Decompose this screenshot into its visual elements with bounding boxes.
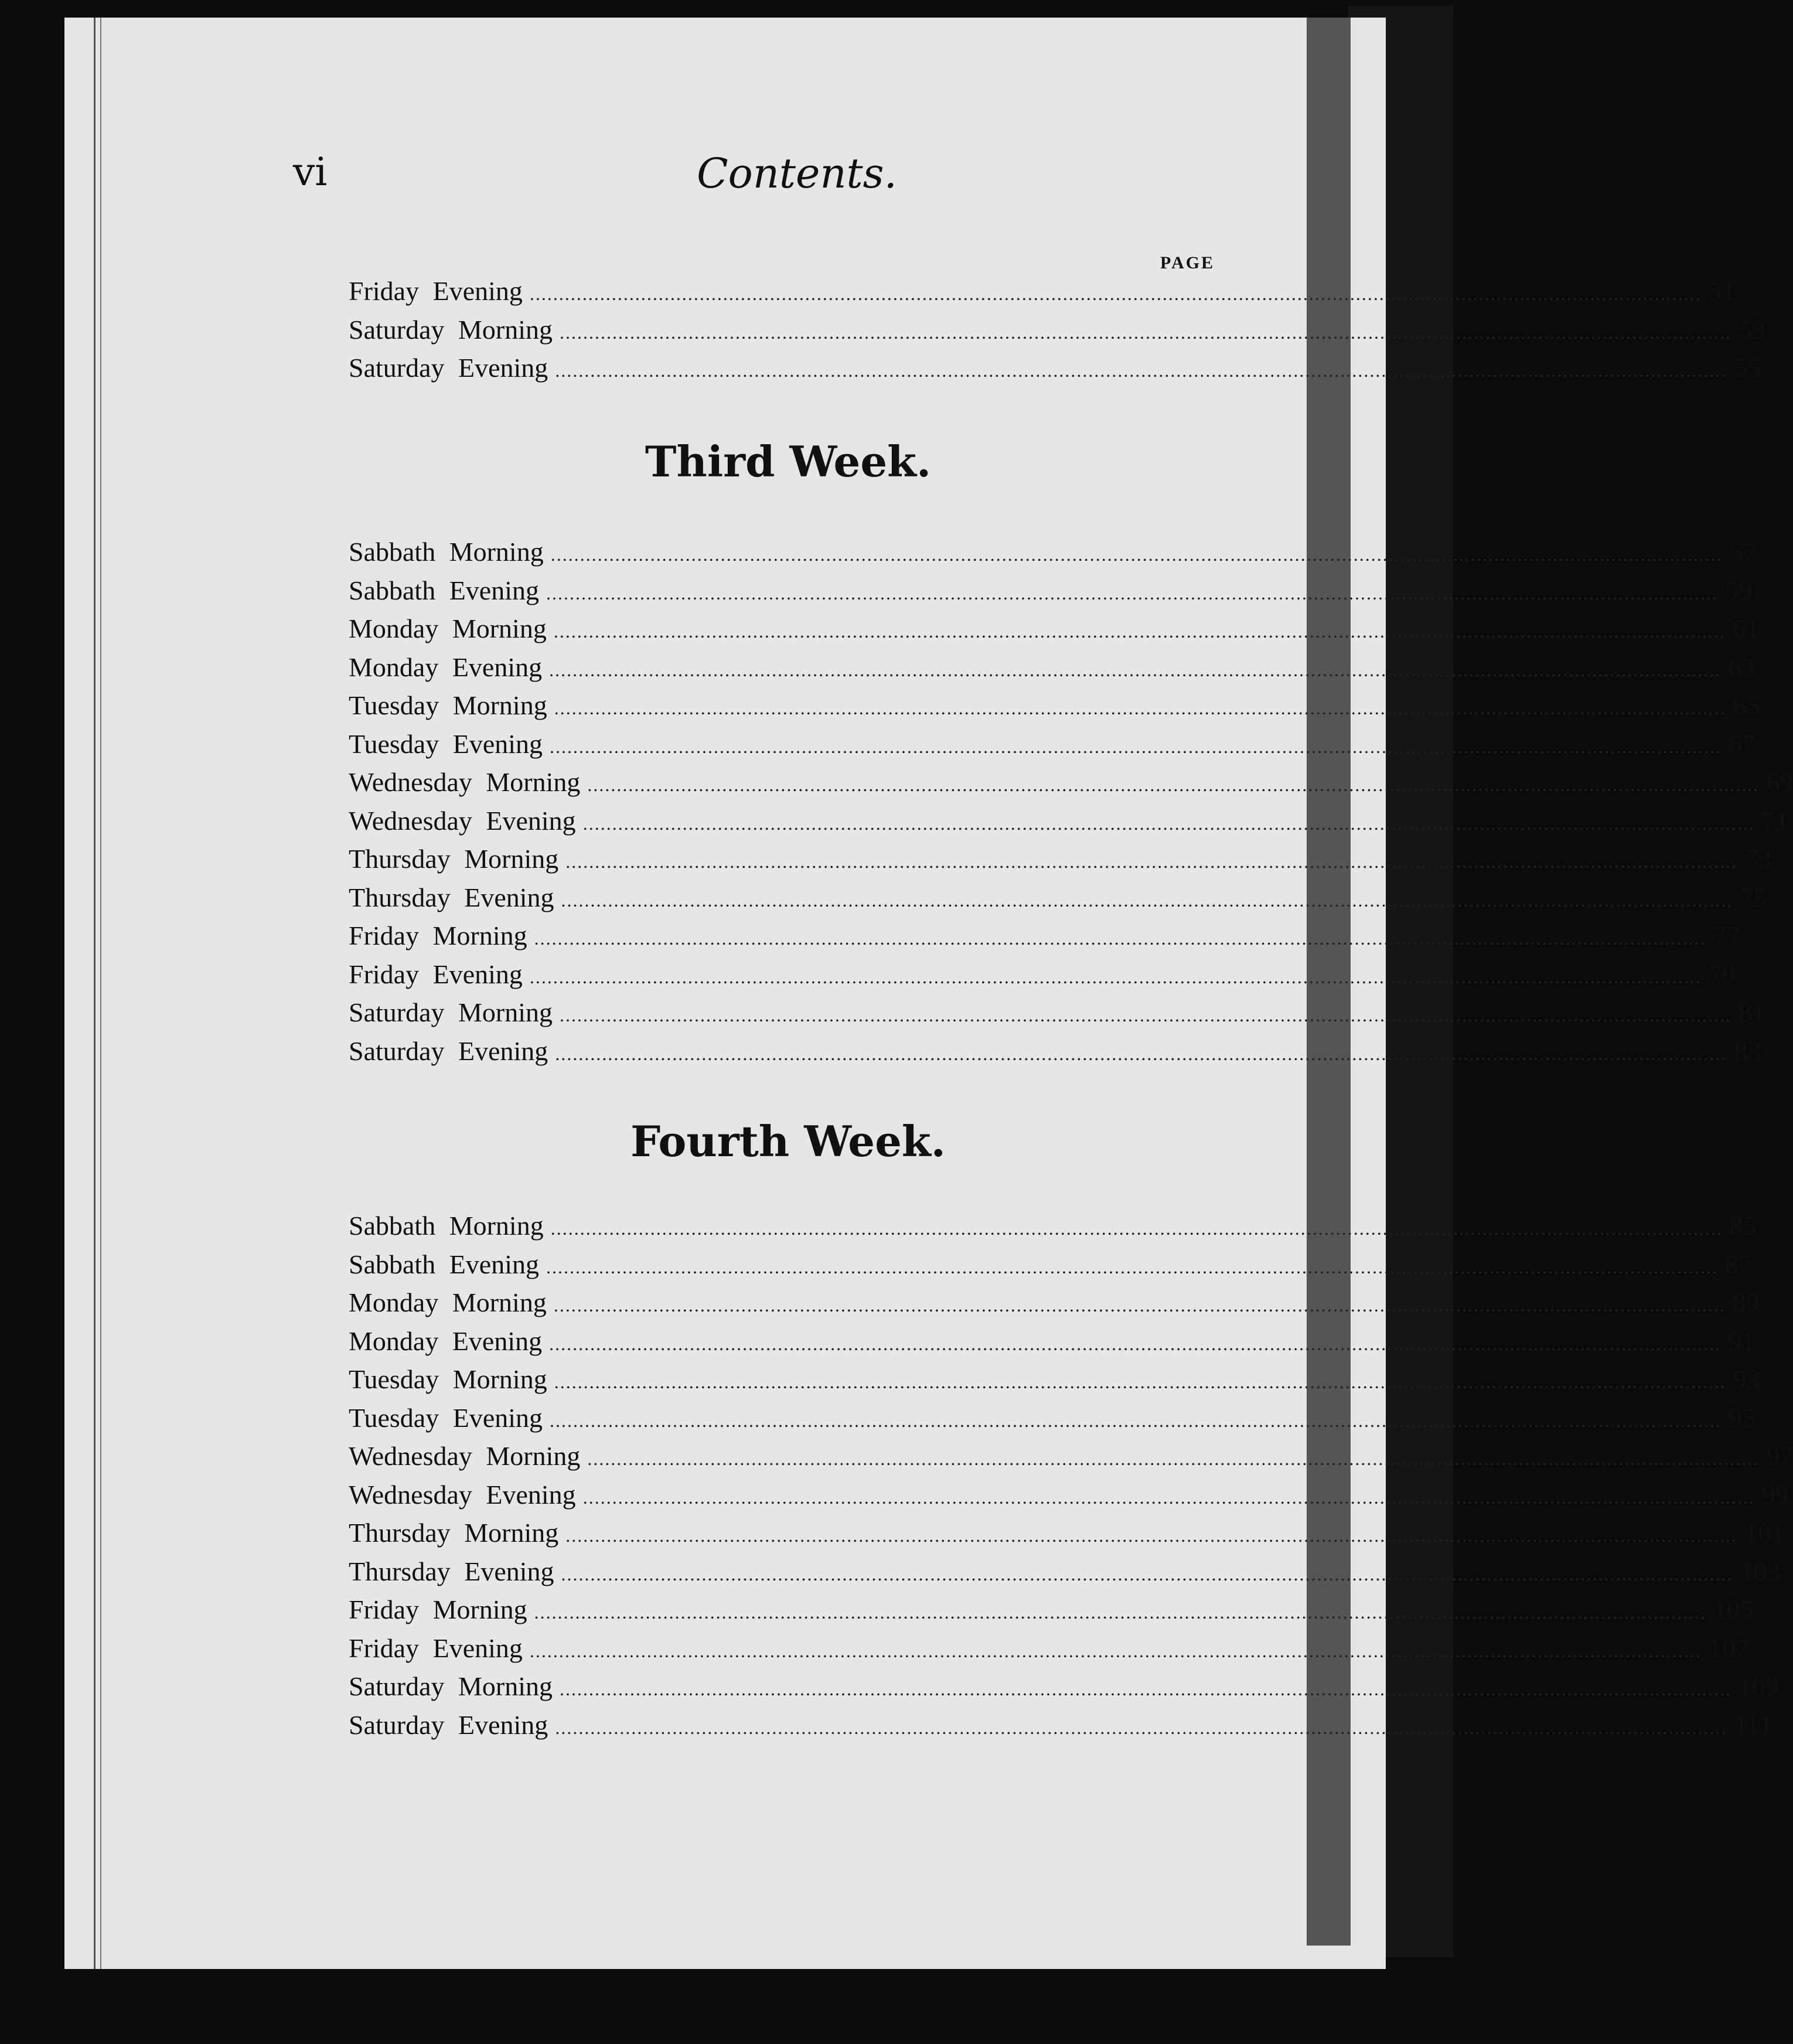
- toc-entry-page-number: 81: [1739, 997, 1766, 1027]
- toc-entry-page-number: 95: [1729, 1402, 1756, 1433]
- dot-leader: ........................................................................................................................................................................................................: [554, 697, 1726, 718]
- toc-entry: [349, 1035, 1761, 1074]
- dot-leader: ........................................................................................................................................................................................................: [561, 1563, 1733, 1585]
- toc-entry-label: Friday Evening: [349, 959, 523, 989]
- page-column-label: PAGE: [1160, 253, 1215, 272]
- toc-entry-page-number: 103: [1740, 1556, 1781, 1586]
- dot-leader: ........................................................................................................................................................................................................: [555, 360, 1727, 381]
- toc-entry-label: Thursday Evening: [349, 882, 554, 912]
- toc-entry: [349, 1210, 1757, 1249]
- toc-entry-page-number: 105: [1713, 1595, 1754, 1624]
- folio-number: vi: [293, 149, 328, 195]
- toc-entry-label: Saturday Morning: [349, 1671, 553, 1701]
- toc-entry-page-number: 63: [1728, 652, 1755, 682]
- toc-entry-page-number: 97: [1766, 1441, 1793, 1471]
- toc-entry: [349, 1364, 1760, 1402]
- toc-entry: [349, 728, 1756, 767]
- toc-entry: [349, 613, 1760, 652]
- toc-entry-page-number: 71: [1761, 805, 1789, 836]
- toc-entry-label: Tuesday Morning: [349, 1364, 547, 1394]
- third-week-heading: Third Week.: [645, 437, 932, 486]
- toc-entry-label: Tuesday Morning: [349, 690, 547, 720]
- toc-entry-label: Sabbath Evening: [349, 1249, 539, 1279]
- toc-entry-label: Sabbath Evening: [349, 575, 539, 605]
- toc-entry-page-number: 107: [1708, 1633, 1749, 1663]
- toc-entry-page-number: 89: [1732, 1287, 1760, 1317]
- dot-leader: ........................................................................................................................................................................................................: [555, 1716, 1727, 1738]
- dot-leader: ........................................................................................................................................................................................................: [550, 544, 1723, 565]
- dot-leader: ........................................................................................................................................................................................................: [587, 774, 1760, 795]
- dot-leader: ........................................................................................................................................................................................................: [546, 1256, 1718, 1278]
- toc-entry-label: Saturday Morning: [349, 314, 553, 345]
- toc-entry-page-number: 75: [1740, 882, 1767, 912]
- dot-leader: ........................................................................................................................................................................................................: [546, 582, 1718, 604]
- toc-entry-label: Saturday Evening: [349, 353, 548, 383]
- toc-entry: [349, 1556, 1781, 1595]
- dot-leader: ........................................................................................................................................................................................................: [582, 1486, 1755, 1508]
- toc-entry-label: Thursday Evening: [349, 1556, 554, 1586]
- toc-entry: [349, 997, 1766, 1035]
- toc-entry: [349, 920, 1740, 959]
- toc-entry-label: Monday Morning: [349, 1287, 547, 1317]
- toc-entry-page-number: 99: [1761, 1479, 1789, 1510]
- toc-entry: [349, 314, 1766, 353]
- toc-entry: [349, 959, 1736, 997]
- toc-entry-page-number: 55: [1734, 353, 1761, 383]
- toc-entry-page-number: 79: [1708, 959, 1736, 989]
- toc-entry-label: Wednesday Evening: [349, 805, 576, 836]
- toc-entry-label: Saturday Evening: [349, 1709, 548, 1740]
- toc-entry-label: Saturday Evening: [349, 1035, 548, 1066]
- toc-entry-label: Wednesday Evening: [349, 1479, 576, 1510]
- toc-entry-page-number: 87: [1725, 1249, 1752, 1279]
- toc-entry: [349, 275, 1736, 314]
- toc-entry-label: Sabbath Morning: [349, 537, 544, 567]
- toc-entry-label: Thursday Morning: [349, 844, 559, 874]
- toc-entry-label: Wednesday Morning: [349, 1441, 581, 1471]
- toc-entry: [349, 652, 1755, 690]
- toc-entry: [349, 1440, 1793, 1479]
- toc-entry-label: Friday Morning: [349, 921, 527, 951]
- dot-leader: ........................................................................................................................................................................................................: [549, 1333, 1722, 1354]
- toc-entry: [349, 690, 1760, 728]
- dot-leader: ........................................................................................................................................................................................................: [555, 1043, 1727, 1064]
- toc-entry: [349, 1633, 1749, 1671]
- toc-entry-label: Wednesday Morning: [349, 767, 581, 797]
- toc-entry-page-number: 59: [1725, 575, 1752, 605]
- toc-entry: [349, 1249, 1752, 1287]
- dot-leader: ........................................................................................................................................................................................................: [587, 1448, 1760, 1469]
- toc-entry: [349, 1671, 1780, 1709]
- toc-entry: [349, 1709, 1772, 1748]
- toc-entry-page-number: 93: [1733, 1364, 1760, 1394]
- toc-entry-label: Monday Evening: [349, 652, 543, 682]
- toc-entry-page-number: 53: [1739, 314, 1766, 345]
- toc-entry-page-number: 69: [1766, 767, 1793, 797]
- toc-entry-page-number: 111: [1734, 1709, 1772, 1740]
- dot-leader: ........................................................................................................................................................................................................: [550, 1218, 1723, 1239]
- dot-leader: ........................................................................................................................................................................................................: [553, 1294, 1726, 1316]
- toc-entry-label: Friday Morning: [349, 1595, 527, 1624]
- dot-leader: ........................................................................................................................................................................................................: [553, 621, 1726, 642]
- dot-leader: ........................................................................................................................................................................................................: [550, 1409, 1722, 1431]
- toc-entry-label: Friday Evening: [349, 1633, 523, 1663]
- page-header: [293, 149, 1254, 214]
- dot-leader: ........................................................................................................................................................................................................: [560, 321, 1732, 343]
- dot-leader: ........................................................................................................................................................................................................: [529, 283, 1702, 304]
- toc-entry: [349, 805, 1789, 844]
- toc-third-week-list: [349, 536, 1793, 1074]
- toc-entry: [349, 352, 1761, 391]
- toc-entry: [349, 1287, 1760, 1326]
- toc-entry: [349, 536, 1757, 575]
- dot-leader: ........................................................................................................................................................................................................: [565, 851, 1738, 872]
- toc-entry: [349, 843, 1772, 882]
- toc-entry-page-number: 85: [1729, 1211, 1757, 1241]
- toc-entry: [349, 1326, 1755, 1364]
- toc-entry-label: Monday Evening: [349, 1326, 543, 1356]
- toc-entry: [349, 1402, 1756, 1441]
- toc-entry-page-number: 73: [1744, 844, 1772, 874]
- toc-entry-page-number: 83: [1734, 1035, 1761, 1066]
- dot-leader: ........................................................................................................................................................................................................: [529, 966, 1702, 987]
- toc-entry: [349, 1479, 1789, 1518]
- toc-entry: [349, 766, 1793, 805]
- toc-entry: [349, 1517, 1785, 1556]
- dot-leader: ........................................................................................................................................................................................................: [560, 1004, 1732, 1026]
- toc-entry-label: Saturday Morning: [349, 997, 553, 1027]
- dot-leader: ........................................................................................................................................................................................................: [549, 659, 1722, 680]
- dot-leader: ........................................................................................................................................................................................................: [565, 1525, 1738, 1546]
- fourth-week-heading: Fourth Week.: [630, 1116, 946, 1166]
- dot-leader: ........................................................................................................................................................................................................: [534, 1602, 1706, 1623]
- toc-entry-label: Thursday Morning: [349, 1518, 559, 1548]
- toc-entry-page-number: 65: [1733, 690, 1760, 720]
- dot-leader: ........................................................................................................................................................................................................: [561, 889, 1733, 911]
- toc-entry-page-number: 91: [1728, 1326, 1755, 1356]
- toc-continued-list: [349, 275, 1766, 391]
- running-title: Contents.: [697, 149, 897, 197]
- dot-leader: ........................................................................................................................................................................................................: [554, 1371, 1726, 1392]
- dot-leader: ........................................................................................................................................................................................................: [534, 928, 1706, 949]
- toc-entry-label: Tuesday Evening: [349, 1402, 543, 1433]
- toc-entry-page-number: 51: [1708, 276, 1736, 306]
- toc-entry: [349, 575, 1752, 614]
- toc-entry-page-number: 77: [1713, 921, 1740, 951]
- toc-entry-label: Tuesday Evening: [349, 728, 543, 759]
- toc-entry-label: Friday Evening: [349, 276, 523, 306]
- dot-leader: ........................................................................................................................................................................................................: [529, 1640, 1702, 1661]
- toc-entry-page-number: 67: [1729, 728, 1756, 759]
- toc-entry-page-number: 101: [1744, 1518, 1785, 1548]
- toc-entry: [349, 1594, 1754, 1633]
- dot-leader: ........................................................................................................................................................................................................: [582, 812, 1755, 834]
- dot-leader: ........................................................................................................................................................................................................: [560, 1678, 1732, 1699]
- page-border-rule: [94, 18, 101, 1969]
- toc-entry-page-number: 109: [1739, 1671, 1780, 1701]
- toc-fourth-week-list: [349, 1210, 1793, 1747]
- dot-leader: ........................................................................................................................................................................................................: [550, 735, 1722, 757]
- toc-entry: [349, 882, 1767, 921]
- toc-entry-label: Monday Morning: [349, 614, 547, 643]
- toc-entry-label: Sabbath Morning: [349, 1211, 544, 1241]
- toc-entry-page-number: 61: [1732, 614, 1760, 643]
- toc-entry-page-number: 57: [1729, 537, 1757, 567]
